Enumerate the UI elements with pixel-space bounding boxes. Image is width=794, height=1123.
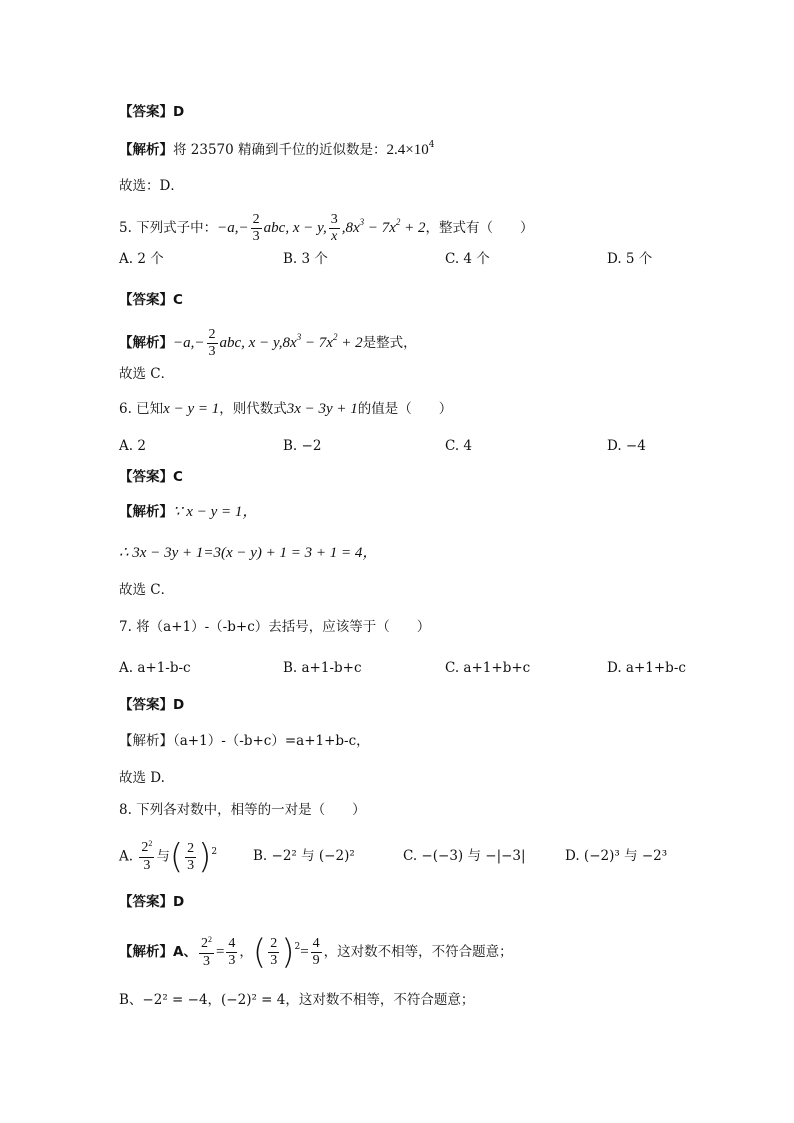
conclusion: 故选 D. <box>119 770 165 786</box>
condition: x − y = 1 <box>163 401 220 417</box>
explanation-text: 将 23570 精确到千位的近似数是： <box>173 142 387 158</box>
yu-text: 与 <box>156 848 170 865</box>
option-a: A. $\frac{2^2}{3}$ 与( $\frac{2}{3}$ )$^2$ <box>119 837 218 877</box>
conclusion: 故选：D． <box>119 178 184 194</box>
conclusion: 故选 C． <box>119 366 175 382</box>
option-a: A. a+1-b-c <box>119 660 191 676</box>
question-5-prefix: 5. 下列式子中： <box>119 220 218 236</box>
question-6-tail: 的值是（ ） <box>357 401 453 417</box>
explanation-label: 【解析】 <box>119 142 173 158</box>
option-a: A. 2 个 <box>119 251 164 267</box>
explanation-tail: 是整式， <box>362 335 417 351</box>
expr: −a,− <box>173 335 205 351</box>
option-d: D. −4 <box>607 438 646 454</box>
options-6 <box>119 436 679 456</box>
options-8 <box>119 832 699 880</box>
option-b: B. −2² 与 (−2)² <box>253 848 355 864</box>
explanation-line: 【解析】（a+1）-（-b+c）=a+1+b-c， <box>119 733 370 749</box>
fraction: $\frac{4}{3}$ <box>228 936 236 968</box>
expression: 3x − 3y + 1 <box>286 401 358 417</box>
option-b: B. a+1-b+c <box>283 660 362 676</box>
question-5-tail: ，整式有（ ） <box>425 220 534 236</box>
answer-label: 【答案】D <box>119 104 185 120</box>
question-8: 8. 下列各对数中，相等的一对是（ ） <box>119 802 366 818</box>
expr: abc, x − y, <box>263 220 327 236</box>
option-c: C. −(−3) 与 −|−3| <box>403 848 526 864</box>
question-6-prefix: 6. 已知 <box>119 401 164 417</box>
expr: $,8x^3 - 7x^2 + 2$ <box>341 217 426 236</box>
explanation-label: 【解析】 <box>119 335 173 351</box>
fraction: $\frac{2^2}{3}$ <box>200 934 212 969</box>
option-b: B. −2 <box>283 438 322 454</box>
expr: abc, $x - y,8x^3 - 7x^2 + 2$ <box>219 332 363 351</box>
fraction: $\frac{2}{3}$ <box>208 327 216 359</box>
options-7 <box>119 658 686 678</box>
option-d: D. 5 个 <box>607 251 653 267</box>
fraction: $\frac{2}{3}$ <box>270 936 278 968</box>
fraction: $\frac{4}{9}$ <box>312 936 320 968</box>
explanation-derivation: ∴ 3x − 3y + 1=3(x − y) + 1 = 3 + 1 = 4， <box>119 545 378 561</box>
question-5 <box>119 212 534 245</box>
option-a-label: A. <box>119 848 134 865</box>
question-6 <box>119 399 452 419</box>
explanation-tail: ，这对数不相等，不符合题意； <box>323 944 513 960</box>
exponent: 4 <box>428 140 435 150</box>
option-b: B. 3 个 <box>283 251 328 267</box>
question-6-mid: ，则代数式 <box>219 401 287 417</box>
answer-label: 【答案】D <box>119 697 185 713</box>
fraction: $\frac{2^2}{3}$ <box>141 839 153 873</box>
conclusion: 故选 C． <box>119 582 175 598</box>
explanation-line: 【解析】A、 $\frac{2^2}{3}$ = $\frac{4}{3}$ ，( $\frac{2}{3}$ )$^2$= $\frac{4}{9}$ ，这对数不相等，不符合题意； <box>119 932 513 973</box>
option-d: D. (−2)³ 与 −2³ <box>565 848 668 864</box>
expr: −a,− <box>217 220 249 236</box>
option-c: C. a+1+b+c <box>445 660 531 676</box>
explanation-line-b: B、−2² = −4，(−2)² = 4，这对数不相等，不符合题意； <box>119 992 475 1008</box>
question-7: 7. 将（a+1）-（-b+c）去括号，应该等于（ ） <box>119 619 431 635</box>
option-d: D. a+1+b-c <box>607 660 686 676</box>
option-a: A. 2 <box>119 438 146 454</box>
option-c: C. 4 个 <box>445 251 490 267</box>
explanation-value: 2.4×10 <box>386 142 429 158</box>
fraction: $\frac{3}{x}$ <box>330 212 338 244</box>
options-5 <box>119 249 679 269</box>
answer-label: 【答案】C <box>119 469 183 485</box>
fraction: $\frac{2}{3}$ <box>252 212 260 244</box>
explanation-text: ∵ x − y = 1， <box>173 504 258 520</box>
explanation-label: 【解析】A、 <box>119 944 197 960</box>
option-c: C. 4 <box>445 438 473 454</box>
answer-label: 【答案】C <box>119 292 183 308</box>
answer-label: 【答案】D <box>119 894 185 910</box>
explanation-label: 【解析】 <box>119 504 173 520</box>
explanation-line <box>119 140 434 162</box>
explanation-line <box>119 502 257 522</box>
explanation-line <box>119 327 417 360</box>
fraction: $\frac{2}{3}$ <box>187 840 195 873</box>
